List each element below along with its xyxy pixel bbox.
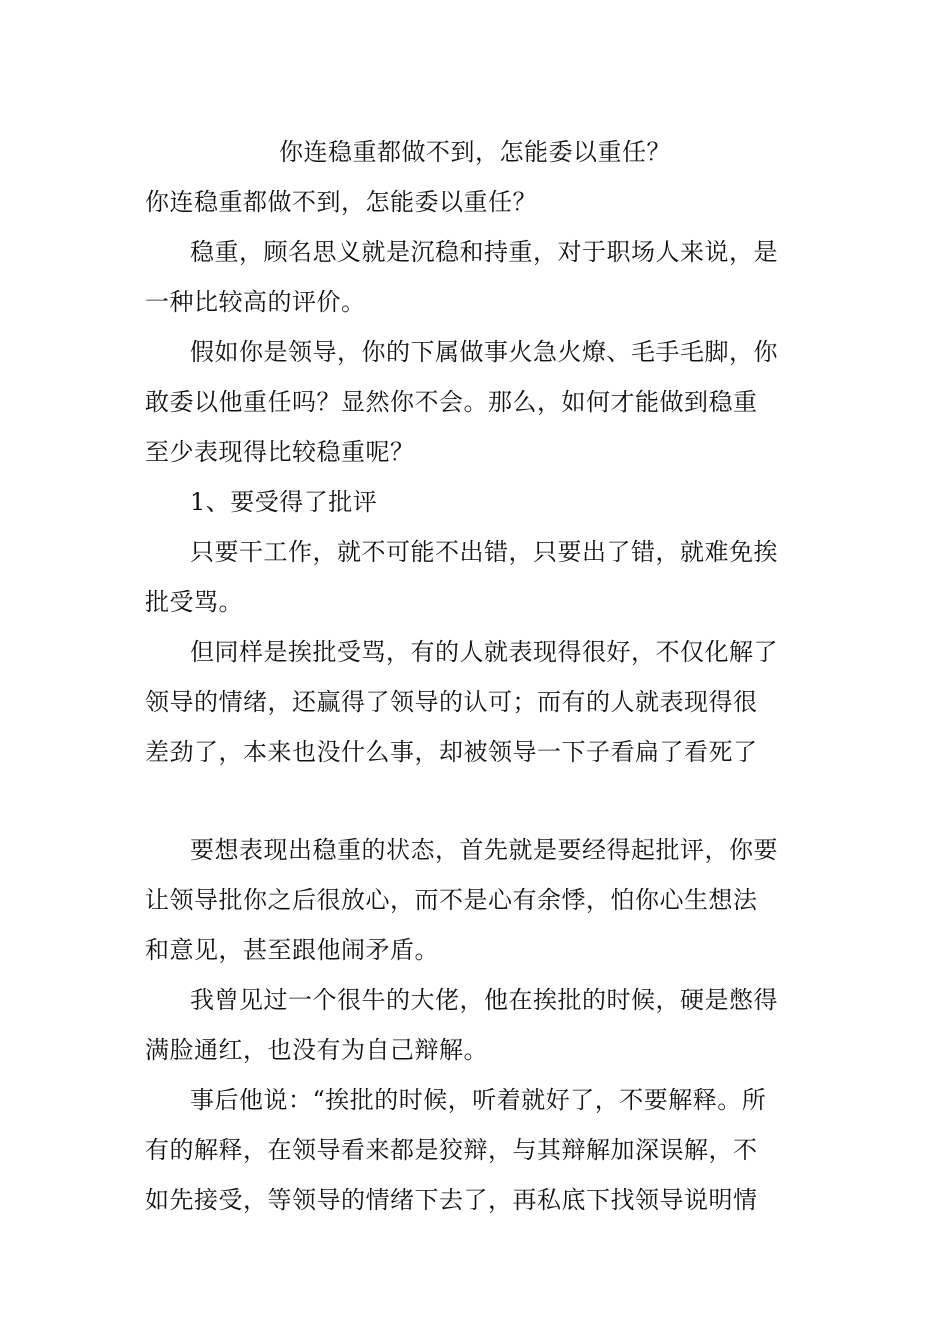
text-line: 要想表现出稳重的状态，首先就是要经得起批评，你要 xyxy=(190,836,778,864)
text-line: 只要干工作，就不可能不出错，只要出了错，就难免挨 xyxy=(190,538,778,566)
text-line: 满脸通红，也没有为自己辩解。 xyxy=(145,1036,488,1064)
text-line: 有的解释，在领导看来都是狡辩，与其辩解加深误解，不 xyxy=(145,1136,758,1164)
text-line: 批受骂。 xyxy=(145,588,243,616)
text-line: 领导的情绪，还赢得了领导的认可；而有的人就表现得很 xyxy=(145,688,758,716)
text-line: 敢委以他重任吗？显然你不会。那么，如何才能做到稳重 xyxy=(145,388,758,416)
text-line: 让领导批你之后很放心，而不是心有余悸，怕你心生想法 xyxy=(145,886,758,914)
text-line: 但同样是挨批受骂，有的人就表现得很好，不仅化解了 xyxy=(190,638,778,666)
text-line: 一种比较高的评价。 xyxy=(145,288,366,316)
text-line: 假如你是领导，你的下属做事火急火燎、毛手毛脚，你 xyxy=(190,338,778,366)
document-title: 你连稳重都做不到，怎能委以重任？ xyxy=(279,138,671,166)
text-line: 稳重，顾名思义就是沉稳和持重，对于职场人来说，是 xyxy=(190,238,778,266)
text-line: 事后他说：“挨批的时候，听着就好了，不要解释。所 xyxy=(190,1086,767,1114)
text-line: 至少表现得比较稳重呢？ xyxy=(145,438,415,466)
text-line: 差劲了，本来也没什么事，却被领导一下子看扁了看死了 xyxy=(145,738,758,766)
text-line: 我曾见过一个很牛的大佬，他在挨批的时候，硬是憋得 xyxy=(190,986,778,1014)
section-heading: 1、要受得了批评 xyxy=(190,488,378,516)
text-line: 如先接受，等领导的情绪下去了，再私底下找领导说明情 xyxy=(145,1186,758,1214)
text-line: 和意见，甚至跟他闹矛盾。 xyxy=(145,936,439,964)
text-line: 你连稳重都做不到，怎能委以重任？ xyxy=(145,188,537,216)
